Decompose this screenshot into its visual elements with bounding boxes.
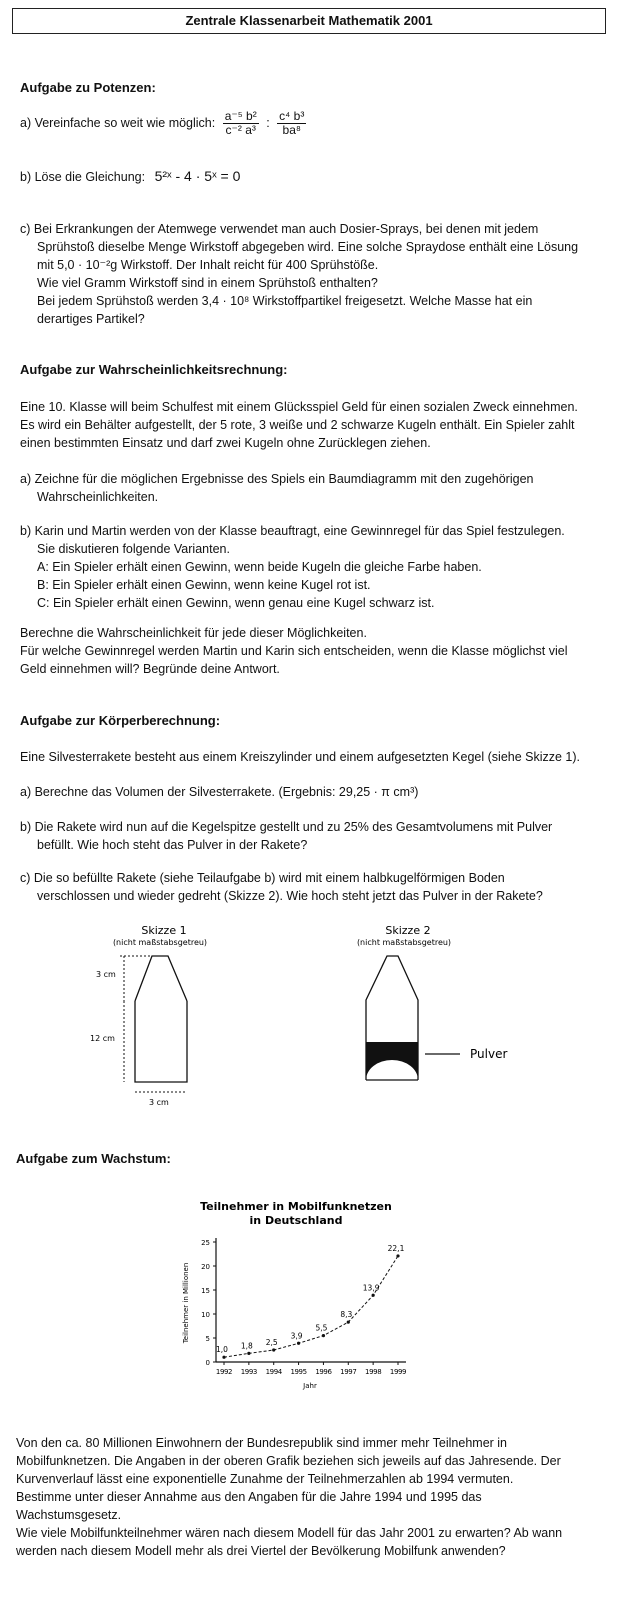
y-tick-label: 25 [201, 1239, 210, 1247]
task-potenzen-a [20, 108, 310, 138]
cylinder-outline [135, 1001, 187, 1082]
equation: 5²ˣ - 4 · 5ˣ = 0 [154, 168, 241, 184]
heading-wahrscheinlichkeit: Aufgabe zur Wahrscheinlichkeitsrechnung: [20, 362, 288, 377]
chart-marks [216, 1244, 405, 1359]
y-tick-label: 15 [201, 1287, 210, 1295]
dim-label-cylinder: 12 cm [90, 1034, 115, 1043]
data-point [347, 1321, 350, 1324]
skizze-1-title: Skizze 1 [141, 924, 187, 937]
heading-wachstum: Aufgabe zum Wachstum: [16, 1151, 171, 1166]
data-label: 13,9 [362, 1283, 380, 1293]
x-tick-label: 1996 [315, 1368, 332, 1376]
fraction-2: $\frac{\text{c⁴ b³}}{\text{ba⁸}}$ [279, 109, 305, 138]
task-potenzen-b: b) Löse die Gleichung: 5²ˣ - 4 · 5ˣ = 0 [20, 168, 241, 184]
data-point [372, 1294, 375, 1297]
data-label: 1,8 [240, 1341, 253, 1351]
chart-xlabel: Jahr [303, 1382, 317, 1390]
data-label: 8,3 [340, 1310, 353, 1320]
x-tick-label: 1992 [215, 1368, 233, 1376]
y-tick-label: 20 [201, 1263, 210, 1271]
chart-axes [201, 1238, 406, 1376]
x-tick-label: 1999 [389, 1368, 407, 1376]
task-wahrscheinlichkeit-a: a) Zeichne für die möglichen Ergebnisse des Spiels ein Baumdiagramm mit den zugehörigen Wahrscheinlichkeiten. [20, 472, 534, 504]
x-tick-label: 1994 [265, 1368, 282, 1376]
x-tick-label: 1993 [240, 1368, 257, 1376]
powder-fill [366, 1042, 418, 1080]
data-point [272, 1348, 275, 1351]
cone-outline [135, 956, 187, 1001]
wahrscheinlichkeit-intro: Eine 10. Klasse will beim Schulfest mit einem Glücksspiel Geld für einen sozialen Zweck einnehmen. Es wird ein Behälter aufgestellt, der 5 rote, 3 weiße und 2 schwarze Kugeln enthält. Ein Spieler zahlt einen bestimmten Einsatz und darf zwei Kugeln ohne Zurücklegen ziehen. [20, 400, 578, 450]
x-tick-label: 1998 [365, 1368, 382, 1376]
powder-label: Pulver [470, 1047, 508, 1061]
data-label: 2,5 [265, 1338, 278, 1347]
skizze-1-diagram [80, 920, 260, 1115]
skizze-2-subtitle: (nicht maßstabsgetreu) [356, 938, 452, 947]
chart-ylabel: Teilnehmer in Millionen [182, 1262, 190, 1344]
skizze-2-diagram [330, 920, 530, 1100]
heading-koerper: Aufgabe zur Körperberechnung: [20, 713, 221, 728]
task-potenzen-c: c) Bei Erkrankungen der Atemwege verwendet man auch Dosier-Sprays, bei denen mit jedem Sprühstoß dieselbe Menge Wirkstoff abgegeben wird. Eine solche Spraydose enthält eine Lösung mit 5,0 · 10⁻²g Wirkstoff. Der Inhalt reicht für 400 Sprühstöße. Wie viel Gramm Wirkstoff sind in einem Sprühstoß enthalten? Bei jedem Sprühstoß werden 3,4 · 10⁸ Wirkstoffpartikel freigesetzt. Welche Masse hat ein derartiges Partikel? [20, 222, 579, 326]
data-label: 1,0 [216, 1345, 228, 1355]
data-label: 3,9 [290, 1331, 303, 1341]
x-tick-label: 1995 [290, 1368, 307, 1376]
data-point [396, 1254, 399, 1257]
data-point [247, 1352, 250, 1355]
koerper-intro: Eine Silvesterrakete besteht aus einem Kreiszylinder und einem aufgesetzten Kegel (siehe Skizze 1). [20, 750, 581, 764]
chart-subtitle: in Deutschland [249, 1214, 343, 1227]
mobile-subscribers-chart [170, 1190, 430, 1405]
data-label: 22,1 [387, 1243, 405, 1253]
operator: : [266, 116, 270, 130]
chart-title: Teilnehmer in Mobilfunknetzen [200, 1200, 392, 1213]
fraction-1: $\frac{\text{a⁻⁵ b²}}{\text{c⁻² a³}}$ [224, 109, 257, 138]
skizze-2-title: Skizze 2 [385, 924, 431, 937]
task-koerper-b: b) Die Rakete wird nun auf die Kegelspitze gestellt und zu 25% des Gesamtvolumens mit Pulver befüllt. Wie hoch steht das Pulver in der Rakete? [20, 820, 553, 852]
dim-label-width: 3 cm [149, 1098, 169, 1107]
y-tick-label: 10 [201, 1311, 210, 1319]
data-label: 5,5 [315, 1323, 328, 1333]
wahrscheinlichkeit-outro: Berechne die Wahrscheinlichkeit für jede dieser Möglichkeiten. Für welche Gewinnregel werden Martin und Karin sich entscheiden, wenn die Klasse möglichst viel Geld einnehmen will? Begründe deine Antwort. [20, 626, 568, 676]
task-koerper-c: c) Die so befüllte Rakete (siehe Teilaufgabe b) wird mit einem halbkugelförmigen Boden verschlossen und wieder gedreht (Skizze 2). Wie hoch steht jetzt das Pulver in der Rakete? [20, 871, 543, 903]
data-point [222, 1356, 225, 1359]
dim-label-cone: 3 cm [96, 970, 116, 979]
task-koerper-a: a) Berechne das Volumen der Silvesterrakete. (Ergebnis: 29,25 · π cm³) [20, 785, 419, 799]
task-text: a) Vereinfache so weit wie möglich: [20, 116, 216, 130]
skizze-1-subtitle: (nicht maßstabsgetreu) [112, 938, 208, 947]
x-tick-label: 1997 [340, 1368, 357, 1376]
y-tick-label: 0 [205, 1359, 210, 1367]
data-point [322, 1334, 325, 1337]
page-title: Zentrale Klassenarbeit Mathematik 2001 [12, 8, 606, 34]
y-tick-label: 5 [205, 1335, 210, 1343]
heading-potenzen: Aufgabe zu Potenzen: [20, 80, 156, 95]
wachstum-text: Von den ca. 80 Millionen Einwohnern der Bundesrepublik sind immer mehr Teilnehmer in Mobilfunknetzen. Die Angaben in der oberen Grafik beziehen sich jeweils auf das Jahresende. Der Kurvenverlauf lässt eine exponentielle Zunahme der Teilnehmerzahlen ab 1994 vermuten. Bestimme unter dieser Annahme aus den Angaben für die Jahre 1994 und 1995 das Wachstumsgesetz. Wie viele Mobilfunkteilnehmer wären nach diesem Modell für das Jahr 2001 zu erwarten? Ab wann werden nach diesem Modell mehr als drei Viertel der Bevölkerung Mobilfunk anwenden? [16, 1436, 563, 1558]
data-point [297, 1342, 300, 1345]
task-wahrscheinlichkeit-b: b) Karin und Martin werden von der Klasse beauftragt, eine Gewinnregel für das Spiel festzulegen. Sie diskutieren folgende Varianten. A: Ein Spieler erhält einen Gewinn, wenn beide Kugeln die gleiche Farbe haben. B: Ein Spieler erhält einen Gewinn, wenn keine Kugel rot ist. C: Ein Spieler erhält einen Gewinn, wenn genau eine Kugel schwarz ist. [20, 524, 565, 610]
